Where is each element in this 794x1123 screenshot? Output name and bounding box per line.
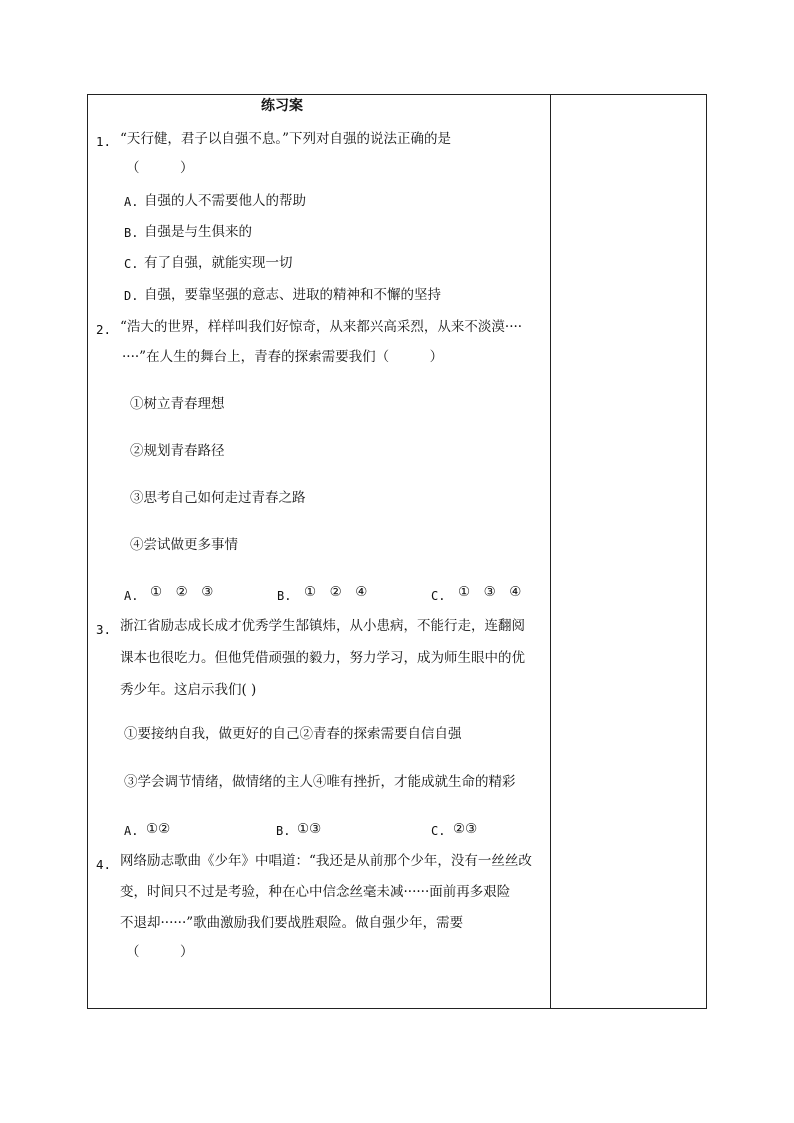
q1-stem-line2: （ ） [126,160,194,176]
q2-number: 2. [96,322,112,337]
q1-option-c-label: C. [124,257,139,271]
q1-option-d-text: 自强，要靠坚强的意志、进取的精神和不懈的坚持 [144,287,441,303]
q2-stem-line1: “浩大的世界，样样叫我们好惊奇，从来都兴高采烈，从来不淡漠···· [120,319,523,335]
worksheet-title: 练习案 [261,98,303,114]
q3-option-a-label: A. [124,824,139,838]
q3-option-a-text: ①② [146,821,171,837]
q4-number: 4. [96,857,112,872]
q3-stem-line2: 课本也很吃力。但他凭借顽强的毅力，努力学习，成为师生眼中的优 [120,650,525,666]
q4-stem-line2: 变，时间只不过是考验，种在心中信念丝毫未减······面前再多艰险 [120,884,511,900]
q2-stem-line2: ····”在人生的舞台上，青春的探索需要我们（ ） [122,349,444,365]
q3-option-c-text: ②③ [453,821,478,837]
q3-statements-1: ①要接纳自我，做更好的自己②青春的探索需要自信自强 [124,726,462,742]
q4-stem-line3: 不退却······”歌曲激励我们要战胜艰险。做自强少年，需要 [120,915,464,931]
q3-option-b-text: ①③ [297,821,322,837]
q2-statement-2: ②规划青春路径 [130,443,225,459]
q3-option-c-label: C. [431,824,446,838]
q1-stem-line1: “天行健，君子以自强不息。”下列对自强的说法正确的是 [120,131,452,147]
q1-option-a-label: A. [124,195,139,209]
q2-option-a-label: A. [124,589,139,603]
q1-option-b-label: B. [124,226,139,240]
q4-stem-line4: （ ） [126,944,194,960]
q1-option-c-text: 有了自强，就能实现一切 [144,255,293,271]
q2-option-b-label: B. [277,589,292,603]
q3-stem-line1: 浙江省励志成长成才优秀学生郜镇炜，从小患病，不能行走，连翻阅 [120,618,525,634]
q1-number: 1. [96,134,112,149]
q2-statement-4: ④尝试做更多事情 [130,537,238,553]
q2-option-c-text: ① ③ ④ [458,584,522,600]
q3-statements-2: ③学会调节情绪，做情绪的主人④唯有挫折，才能成就生命的精彩 [124,774,516,790]
q2-option-b-text: ① ② ④ [304,584,368,600]
q3-option-b-label: B. [276,824,291,838]
q3-number: 3. [96,622,112,637]
q2-option-c-label: C. [431,589,446,603]
q1-option-b-text: 自强是与生俱来的 [144,224,252,240]
q4-stem-line1: 网络励志歌曲《少年》中唱道：“我还是从前那个少年，没有一丝丝改 [120,853,532,869]
q2-option-a-text: ① ② ③ [150,584,214,600]
q1-option-d-label: D. [124,289,139,303]
worksheet-table [87,94,707,1009]
q2-statement-3: ③思考自己如何走过青春之路 [130,490,306,506]
q3-stem-line3: 秀少年。这启示我们( ) [120,682,257,698]
q2-statement-1: ①树立青春理想 [130,396,225,412]
q1-option-a-text: 自强的人不需要他人的帮助 [144,193,306,209]
notes-column [551,95,706,1008]
